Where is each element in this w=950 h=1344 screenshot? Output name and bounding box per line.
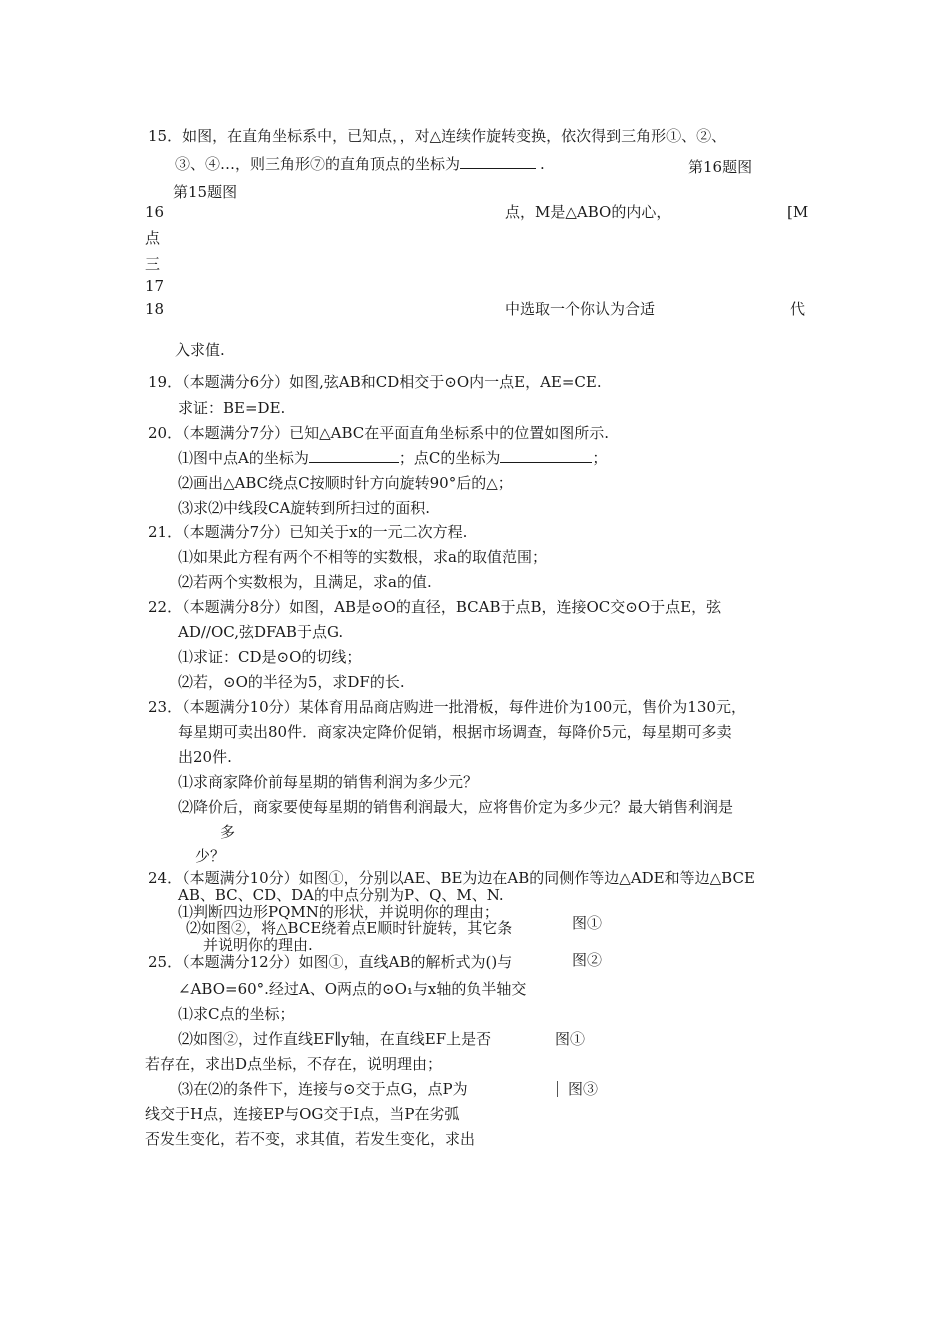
q20-part1-b: ；点C的坐标为 [398, 449, 501, 467]
q21-line1: 21．（本题满分7分）已知关于x的一元二次方程. [148, 523, 468, 541]
fig15-caption: 第15题图 [173, 183, 238, 201]
q19-line2: 求证：BE=DE. [178, 399, 286, 417]
q23-line3: 出20件. [178, 748, 232, 766]
q16-number: 16 [145, 203, 165, 221]
q16-cont1: 点 [145, 229, 161, 247]
q18-number: 18 [145, 300, 165, 318]
q20-point-c-blank[interactable] [500, 448, 592, 463]
q20-point-a-blank[interactable] [309, 448, 399, 463]
q16-cont2: 三 [145, 255, 161, 273]
q23-line2: 每星期可卖出80件．商家决定降价促销，根据市场调查，每降价5元，每星期可多卖 [178, 723, 732, 741]
q18-line2: 入求值. [175, 341, 225, 359]
q24-part2: ⑵如图②，将△BCE绕着点E顺时针旋转，其它条 [186, 919, 513, 937]
q18-text: 中选取一个你认为合适 [505, 300, 656, 318]
q23-part2-cont1: 多 [220, 823, 236, 841]
q25-line2: ∠ABO=60°.经过A、O两点的⊙O₁与x轴的负半轴交 [178, 980, 527, 998]
q17-number: 17 [145, 277, 165, 295]
q15-line1: 15．如图，在直角坐标系中，已知点，，对△连续作旋转变换，依次得到三角形①、②、 [148, 127, 727, 145]
q19-line1: 19．（本题满分6分）如图,弦AB和CD相交于⊙O内一点E，AE=CE. [148, 373, 602, 391]
q21-part2: ⑵若两个实数根为，且满足，求a的值. [178, 573, 432, 591]
q20-line1: 20．（本题满分7分）已知△ABC在平面直角坐标系中的位置如图所示. [148, 424, 610, 442]
q23-part2: ⑵降价后，商家要使每星期的销售利润最大，应将售价定为多少元？最大销售利润是 [178, 798, 734, 816]
q20-part1-a: ⑴图中点A的坐标为 [178, 449, 309, 467]
q25-part1: ⑴求C点的坐标； [178, 1005, 295, 1023]
q25-fig3-caption: 图③ [568, 1080, 599, 1098]
q25-part3: ⑶在⑵的条件下，连接与⊙交于点G，点P为 [178, 1080, 468, 1098]
q23-line1: 23．（本题满分10分）某体育用品商店购进一批滑板，每件进价为100元，售价为130元， [148, 698, 746, 716]
q24-part1: ⑴判断四边形PQMN的形状，并说明你的理由； [178, 903, 499, 921]
q16-text: 点，M是△ABO的内心， [505, 203, 672, 221]
q22-part2: ⑵若，⊙O的半径为5，求DF的长. [178, 673, 405, 691]
q16-right-text: [M [787, 203, 809, 221]
q25-fig1-caption: 图① [555, 1030, 586, 1048]
q25-figure-divider [557, 1081, 558, 1097]
q24-part2-cont: 并说明你的理由. [203, 936, 313, 954]
fig16-caption: 第16题图 [688, 158, 753, 176]
q15-line2 [175, 154, 545, 174]
q23-part2-cont2: 少？ [195, 847, 226, 865]
q22-line2: AD//OC,弦DFAB于点G. [178, 623, 344, 641]
q25-part2-cont: 若存在，求出D点坐标，不存在，说明理由； [145, 1055, 443, 1073]
q22-line1: 22．（本题满分8分）如图，AB是⊙O的直径，BCAB于点B，连接OC交⊙O于点E，弦 [148, 598, 722, 616]
q22-part1: ⑴求证：CD是⊙O的切线； [178, 648, 362, 666]
q25-line1: 25．（本题满分12分）如图①，直线AB的解析式为()与 [148, 953, 513, 971]
q24-fig1-caption: 图① [572, 914, 603, 932]
q20-part2: ⑵画出△ABC绕点C按顺时针方向旋转90°后的△； [178, 474, 513, 492]
q15-line2-text: ③、④…，则三角形⑦的直角顶点的坐标为 [175, 155, 461, 173]
q25-fig2-caption: 图② [572, 951, 603, 969]
q24-line2: AB、BC、CD、DA的中点分别为P、Q、M、N. [178, 886, 504, 904]
q25-part3-cont1: 线交于H点，连接EP与OG交于I点，当P在劣弧 [145, 1105, 460, 1123]
q24-line1: 24．（本题满分10分）如图①，分别以AE、BE为边在AB的同侧作等边△ADE和等边△BCE [148, 869, 755, 887]
q25-part3-cont2: 否发生变化，若不变，求其值，若发生变化，求出 [145, 1130, 476, 1148]
q15-line2-end: . [540, 155, 545, 173]
q20-part1 [178, 448, 607, 468]
q18-right-text: 代 [790, 300, 806, 318]
q25-part2: ⑵如图②，过作直线EF∥y轴，在直线EF上是否 [178, 1030, 492, 1048]
q23-part1: ⑴求商家降价前每星期的销售利润为多少元？ [178, 773, 479, 791]
q20-part3: ⑶求⑵中线段CA旋转到所扫过的面积. [178, 499, 431, 517]
q21-part1: ⑴如果此方程有两个不相等的实数根，求a的取值范围； [178, 548, 547, 566]
q20-part1-c: ； [592, 449, 608, 467]
q15-answer-blank[interactable] [460, 154, 536, 169]
